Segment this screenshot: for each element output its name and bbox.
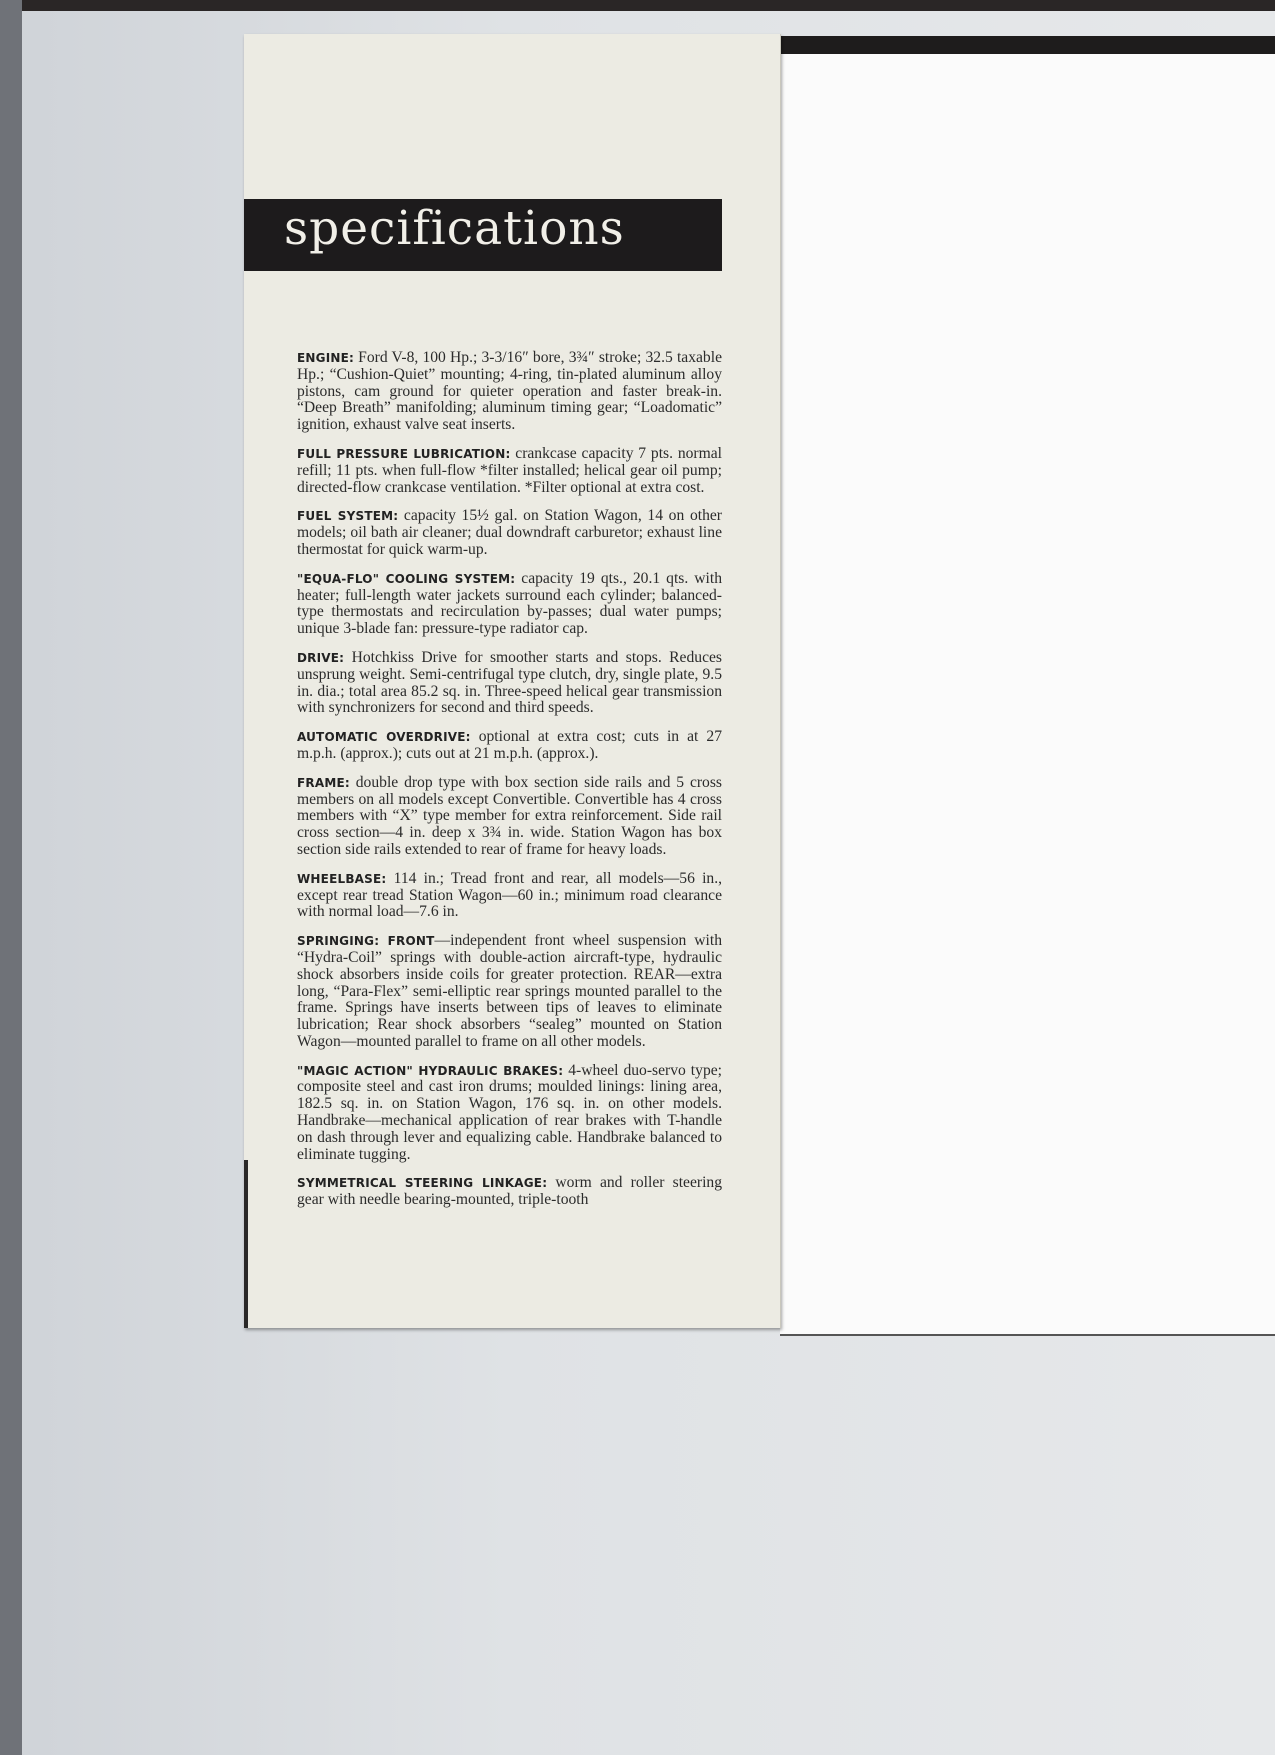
spec-text: —independent front wheel suspension with “Hydra-Coil” springs with double-action aircraft-type, hydraulic shock absorbers inside coils for greater protection. REAR—extra long, “Para-Flex” semi-elliptic rear springs mounted parallel to the frame. Springs have inserts between tips of leaves to eliminate lubrication; Rear shock absorbers “sealeg” mounted on Station Wagon—mounted parallel to frame on all other models. [297,932,723,1050]
panel-fold-edge [244,1160,248,1328]
spec-wheelbase [297,871,722,921]
spec-engine [297,350,722,434]
spec-label: FRAME: [297,775,350,790]
spec-label: WHEELBASE: [297,871,387,886]
spec-text: double drop type with box section side rails and 5 cross members on all models except Convertible. Convertible has 4 cross members with “X” type member for extra reinforcement. Side rail cross section—4 in. deep x 3¾ in. wide. Station Wagon has box section side rails extended to rear of frame for heavy loads. [297,773,722,858]
spec-label: AUTOMATIC OVERDRIVE: [297,730,471,745]
spec-label: "EQUA-FLO" COOLING SYSTEM: [297,571,516,586]
spec-label: FULL PRESSURE LUBRICATION: [297,446,511,461]
page-title: specifications [284,201,625,256]
spec-brakes [297,1063,722,1164]
spec-steering [297,1175,722,1209]
spec-drive [297,650,722,717]
spec-frame [297,775,722,859]
spec-text: 114 in.; Tread front and rear, all models—56 in., except rear tread Station Wagon—60 in.; minimum road clearance with normal load—7.6 in. [297,869,722,921]
spec-label: SYMMETRICAL STEERING LINKAGE: [297,1176,548,1191]
spec-label: ENGINE: [297,351,354,365]
spec-list [297,350,722,1221]
spec-springing [297,933,722,1051]
spec-text: optional at extra cost; cuts in at 27 m.p.h. (approx.); cuts out at 21 m.p.h. (approx.). [297,728,722,762]
scanner-left-edge [0,0,22,1755]
scanner-top-edge [0,0,1275,11]
blank-facing-page [780,37,1275,1336]
spec-lubrication [297,446,722,496]
spec-label: "MAGIC ACTION" HYDRAULIC BRAKES: [297,1063,564,1078]
spec-text: worm and roller steering gear with needle bearing-mounted, triple-tooth [297,1175,722,1209]
title-banner [244,199,722,271]
spec-text: crankcase capacity 7 pts. normal refill; 11 pts. when full-flow *filter installed; helical gear oil pump; directed-flow crankcase ventilation. *Filter optional at extra cost. [297,444,722,496]
spec-label: DRIVE: [297,650,345,665]
spec-text: Ford V-8, 100 Hp.; 3-3/16″ bore, 3¾″ stroke; 32.5 taxable Hp.; “Cushion-Quiet” mounting; 4-ring, tin-plated aluminum alloy pistons, cam ground for quieter operation and faster break-in. “Deep Breath” manifolding; aluminum timing gear; “Loadomatic” ignition, exhaust valve seat inserts. [297,349,722,434]
spec-label: FUEL SYSTEM: [297,509,399,524]
spec-label: SPRINGING: FRONT [297,934,435,949]
spec-text: capacity 15½ gal. on Station Wagon, 14 on other models; oil bath air cleaner; dual downdraft carburetor; exhaust line thermostat for quick warm-up. [297,507,722,558]
spec-text: Hotchkiss Drive for smoother starts and stops. Reduces unsprung weight. Semi-centrifugal type clutch, dry, single plate, 9.5 in. dia.; total area 85.2 sq. in. Three-speed helical gear transmission with synchronizers for second and third speeds. [297,648,722,717]
spec-fuel-system [297,508,722,558]
spec-text: capacity 19 qts., 20.1 qts. with heater; full-length water jackets surround each cylinder; balanced-type thermostats and recirculation by-passes; dual water pumps; unique 3-blade fan: pressure-type radiator cap. [297,569,722,638]
spec-overdrive [297,729,722,763]
spec-cooling-system [297,571,722,638]
spec-text: 4-wheel duo-servo type; composite steel and cast iron drums; moulded linings: lining area, 182.5 sq. in. on Station Wagon, 176 sq. in. on other models. Handbrake—mechanical application of rear brakes with T-handle on dash through lever and equalizing cable. Handbrake balanced to eliminate tugging. [297,1061,722,1163]
